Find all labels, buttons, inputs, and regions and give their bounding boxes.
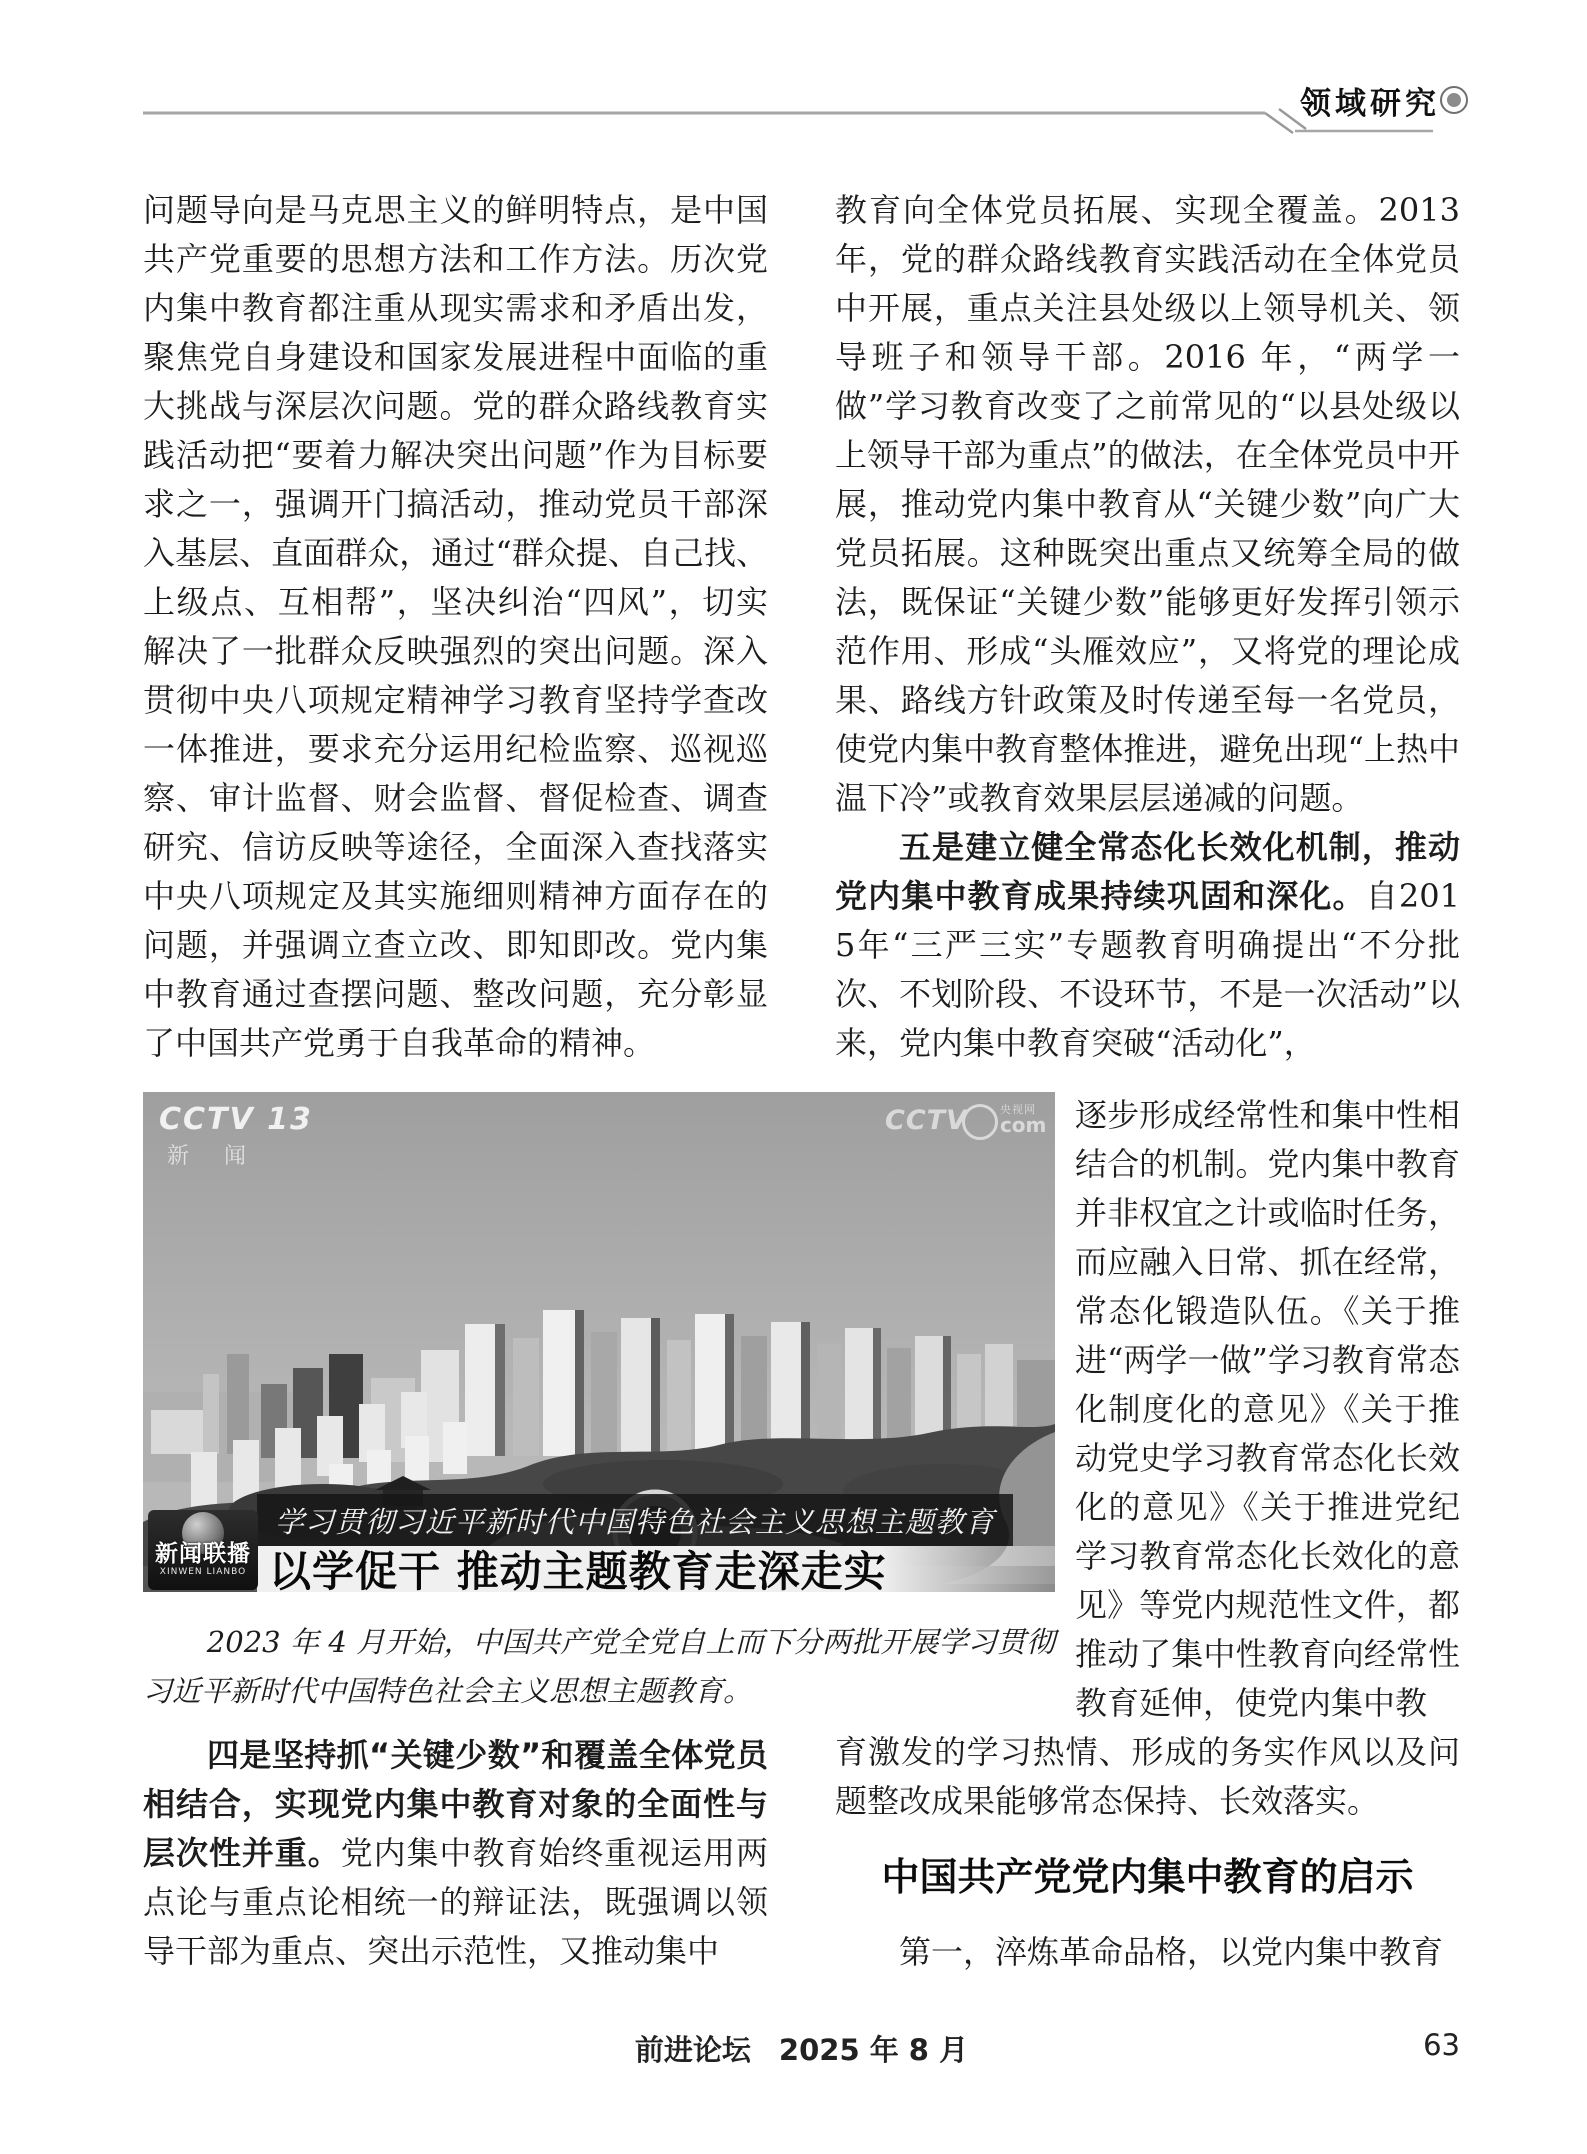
paragraph-bold-lead: 四是坚持抓“关键少数”和覆盖全体党员相结合，实现党内集中教育对象的全面性与层次性并重。 bbox=[143, 1736, 768, 1872]
paragraph-rest: 党内集中教育始终重视运用两点论与重点论相统一的辩证法，既强调以领导干部为重点、突出示范性，又推动集中 bbox=[143, 1834, 768, 1970]
badge-subtitle: XINWEN LIANBO bbox=[159, 1567, 247, 1577]
page-number: 63 bbox=[1423, 2028, 1460, 2062]
photo-caption: 2023 年 4 月开始，中国共产党全党自上而下分两批开展学习贯彻习近平新时代中国特色社会主义思想主题教育。 bbox=[143, 1625, 1055, 1708]
watermark-ring-icon bbox=[962, 1104, 998, 1140]
cctv13-logo-icon: CCTV 13 bbox=[159, 1102, 313, 1137]
paragraph bbox=[143, 1731, 768, 1976]
header-rule-decoration bbox=[143, 96, 1463, 140]
channel-bug bbox=[159, 1102, 313, 1170]
watermark-com-label: com bbox=[999, 1113, 1047, 1137]
watermark bbox=[885, 1104, 1046, 1140]
paragraph: 教育向全体党员拓展、实现全覆盖。2013年，党的群众路线教育实践活动在全体党员中开展，重点关注县处级以上领导机关、领导班子和领导干部。2016 年，“两学一做”学习教育改变了之前常见的“以县处级以上领导干部为重点”的做法，在全体党员中开展，推动党内集中教育从“关键少数”向广大党员拓展。这种既突出重点又统筹全局的做法，既保证“关键少数”能够更好发挥引领示范作用、形成“头雁效应”，又将党的理论成果、路线方针政策及时传递至每一名党员，使党内集中教育整体推进，避免出现“上热中温下冷”或教育效果层层递减的问题。 bbox=[835, 191, 1460, 817]
watermark-cn-label: 央视网 bbox=[999, 1103, 1036, 1116]
paragraph-rest: 自2015年“三严三实”专题教育明确提出“不分批次、不划阶段、不设环节，不是一次活动”以来，党内集中教育突破“活动化”， bbox=[835, 877, 1460, 1062]
xinwen-lianbo-badge bbox=[148, 1510, 258, 1590]
paragraph: 逐步形成经常性和集中性相结合的机制。党内集中教育并非权宜之计或临时任务，而应融入日常、抓在经常，常态化锻造队伍。《关于推进“两学一做”学习教育常态化制度化的意见》《关于推动党史学习教育常态化长效化的意见》《关于推进党纪学习教育常态化长效化的意见》等党内规范性文件，都推动了集中性教育向经常性教育延伸，使党内集中教 bbox=[1075, 1096, 1460, 1722]
paragraph bbox=[835, 823, 1460, 1068]
badge-title: 新闻联播 bbox=[155, 1541, 251, 1567]
section-bullet-icon bbox=[1440, 86, 1468, 114]
right-column-text bbox=[835, 186, 1460, 1068]
right-column-last-text bbox=[835, 1928, 1460, 1977]
chyron-topic-text: 学习贯彻习近平新时代中国特色社会主义思想主题教育 bbox=[274, 1504, 995, 1539]
news-photo bbox=[143, 1092, 1055, 1592]
section-label: 领域研究 bbox=[1300, 86, 1440, 122]
right-column-narrow-text bbox=[1075, 1091, 1460, 1728]
paragraph: 育激发的学习热情、形成的务实作风以及问题整改成果能够常态保持、长效落实。 bbox=[835, 1733, 1460, 1820]
cctv-watermark-icon: CCTV bbox=[885, 1105, 968, 1136]
left-column-bottom-text bbox=[143, 1731, 768, 1976]
footer bbox=[143, 2028, 1460, 2069]
journal-name: 前进论坛 bbox=[634, 2033, 751, 2067]
paragraph: 问题导向是马克思主义的鲜明特点，是中国共产党重要的思想方法和工作方法。历次党内集中教育都注重从现实需求和矛盾出发，聚焦党自身建设和国家发展进程中面临的重大挑战与深层次问题。党的群众路线教育实践活动把“要着力解决突出问题”作为目标要求之一，强调开门搞活动，推动党员干部深入基层、直面群众，通过“群众提、自己找、上级点、互相帮”，坚决纠治“四风”，切实解决了一批群众反映强烈的突出问题。深入贯彻中央八项规定精神学习教育坚持学查改一体推进，要求充分运用纪检监察、巡视巡察、审计监督、财会监督、督促检查、调查研究、信访反映等途径，全面深入查找落实中央八项规定及其实施细则精神方面存在的问题，并强调立查立改、即知即改。党内集中教育通过查摆问题、整改问题，充分彰显了中国共产党勇于自我革命的精神。 bbox=[143, 191, 768, 1062]
section-heading: 中国共产党党内集中教育的启示 bbox=[881, 1855, 1414, 1899]
paragraph-bold-lead: 五是建立健全常态化长效化机制，推动党内集中教育成果持续巩固和深化。 bbox=[835, 828, 1460, 915]
chyron-headline-bar bbox=[257, 1546, 1055, 1592]
channel-bug-subtitle: 新 闻 bbox=[167, 1144, 260, 1169]
left-column-text bbox=[143, 186, 768, 1068]
issue-date: 2025 年 8 月 bbox=[778, 2033, 969, 2067]
right-column-tail-text bbox=[835, 1728, 1460, 1826]
paragraph: 第一，淬炼革命品格，以党内集中教育 bbox=[899, 1933, 1444, 1971]
chyron-headline-text: 以学促干 推动主题教育走深走实 bbox=[269, 1547, 887, 1592]
